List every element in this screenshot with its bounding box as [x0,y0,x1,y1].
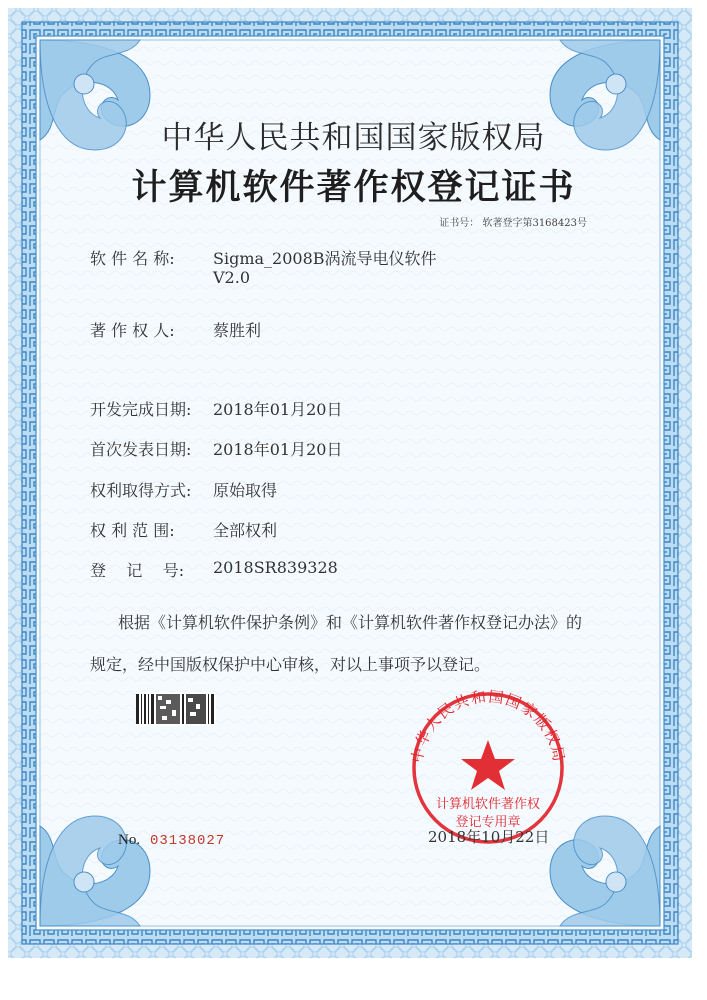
field-label-acquisition-method: 权利取得方式: [90,481,192,500]
field-value-copyright-owner: 蔡胜利 [213,321,262,340]
field-label-first-publication-date: 首次发表日期: [90,440,192,459]
certificate-title: 计算机软件著作权登记证书 [131,167,576,208]
seal-arc-text: 中华人民共和国国家版权局 [407,687,569,765]
field-label-rights-scope: 权 利 范 围: [90,521,175,540]
field-label-copyright-owner: 著 作 权 人: [90,321,175,340]
field-value-registration-number: 2018SR839328 [213,558,338,577]
seal-line-2: 登记专用章 [455,815,521,830]
field-value-software-version: V2.0 [213,268,250,287]
barcode [136,692,216,726]
field-label-completion-date: 开发完成日期: [90,400,192,419]
field-value-acquisition-method: 原始取得 [213,481,278,500]
statement-line-2: 规定，经中国版权保护中心审核，对以上事项予以登记。 [90,655,491,674]
certificate-number: 证书号： 软著登字第3168423号 [439,218,587,229]
seal-line-1: 计算机软件著作权 [435,797,541,812]
field-value-first-publication-date: 2018年01月20日 [213,440,343,459]
field-value-rights-scope: 全部权利 [213,521,278,540]
serial-number-value: 03138027 [150,833,226,849]
field-label-registration-number: 登 记 号: [90,561,185,580]
serial-number-label: No. [118,832,141,848]
field-value-completion-date: 2018年01月20日 [213,400,343,419]
statement-line-1: 根据《计算机软件保护条例》和《计算机软件著作权登记办法》的 [118,613,583,632]
issue-date: 2018年10月22日 [428,828,550,846]
agency-title: 中华人民共和国国家版权局 [161,120,546,156]
field-label-software-name: 软 件 名 称: [90,249,175,268]
field-value-software-name: Sigma_2008B涡流导电仪软件 [213,249,437,268]
